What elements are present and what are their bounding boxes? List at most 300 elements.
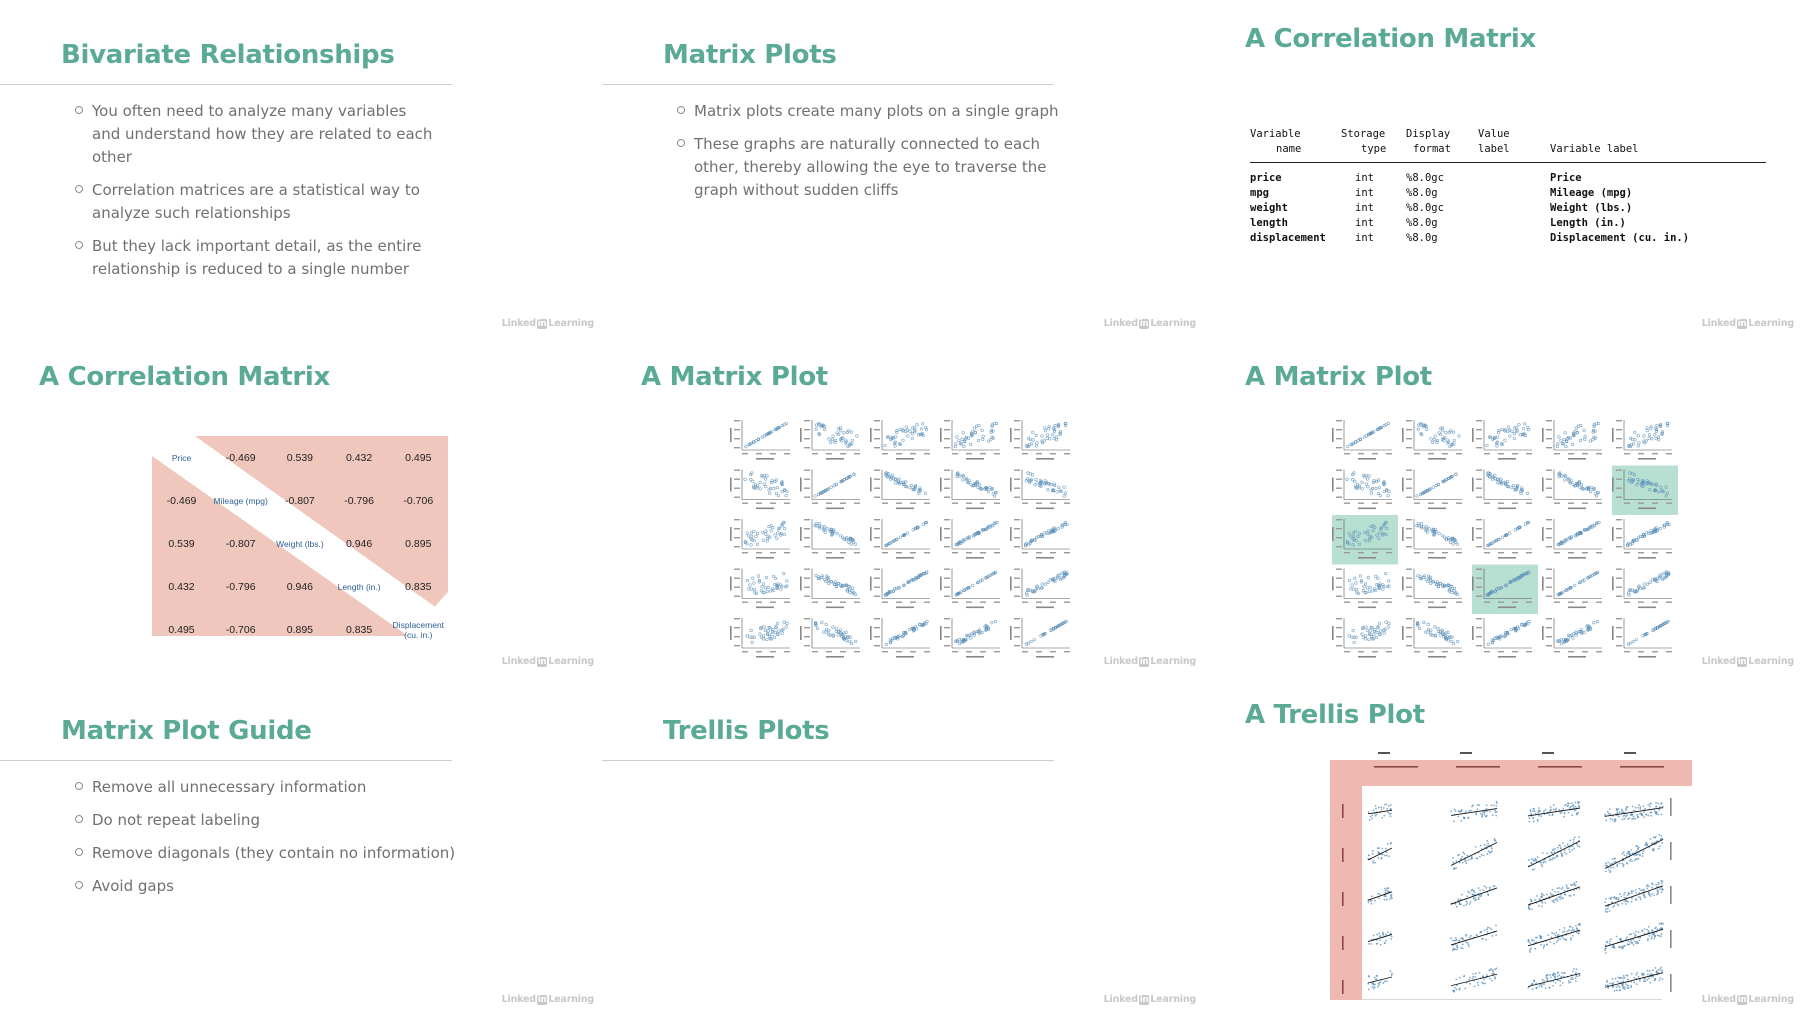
- panel-tick-label: [1616, 519, 1622, 520]
- matrix-variable-label: Displacement (cu. in.): [392, 619, 445, 640]
- table-cell-label: Weight (lbs.): [1550, 202, 1633, 214]
- data-point: [1494, 978, 1496, 980]
- data-point: [1653, 850, 1655, 852]
- matrix-correlation-value: 0.946: [286, 580, 314, 593]
- panel-axis-title: [1498, 557, 1516, 559]
- panel-tick-label: [1484, 552, 1490, 553]
- panel-tick-label: [966, 651, 972, 652]
- panel-tick-label: [1022, 552, 1028, 553]
- data-point: [1478, 804, 1480, 806]
- data-point: [1546, 977, 1548, 979]
- panel-tick-label: [840, 602, 846, 603]
- data-point: [1425, 428, 1428, 431]
- panel-tick-label: [1546, 569, 1552, 570]
- data-point: [1491, 851, 1493, 853]
- panel-axis-title: [940, 428, 942, 442]
- data-point: [1513, 437, 1516, 440]
- panel-tick-label: [944, 429, 950, 430]
- data-point: [1559, 898, 1561, 900]
- data-point: [1472, 978, 1474, 980]
- panel-tick-label: [1476, 596, 1482, 597]
- data-point: [1646, 979, 1648, 981]
- data-point: [1658, 980, 1660, 982]
- data-point: [1567, 843, 1569, 845]
- data-point: [1563, 816, 1565, 818]
- data-point: [1064, 492, 1067, 495]
- data-point: [1489, 852, 1491, 854]
- data-point: [1453, 949, 1455, 951]
- panel-tick-label: [734, 528, 740, 529]
- data-point: [1643, 435, 1646, 438]
- data-point: [1631, 818, 1633, 820]
- data-point: [854, 640, 857, 643]
- panel-tick-label: [980, 453, 986, 454]
- data-point: [1607, 811, 1609, 813]
- data-point: [992, 493, 995, 496]
- table-cell-type: int: [1355, 187, 1374, 199]
- slide-title: Matrix Plots: [663, 40, 837, 70]
- data-point: [1496, 802, 1498, 804]
- data-point: [1634, 818, 1636, 820]
- data-point: [1484, 844, 1486, 846]
- data-point: [1614, 858, 1616, 860]
- data-point: [1431, 441, 1434, 444]
- data-point: [1380, 944, 1382, 946]
- data-point: [744, 478, 747, 481]
- panel-tick-label: [1036, 552, 1042, 553]
- panel-axis-title: [1358, 508, 1376, 510]
- data-point: [856, 435, 859, 438]
- data-point: [1373, 810, 1375, 812]
- data-point: [1382, 982, 1384, 984]
- data-point: [1355, 588, 1358, 591]
- panel-tick-label: [1358, 602, 1364, 603]
- panel-axis-title: [870, 478, 872, 492]
- data-point: [1652, 629, 1655, 632]
- data-point: [1369, 819, 1371, 821]
- data-point: [1370, 492, 1373, 495]
- data-point: [1474, 976, 1476, 978]
- panel-tick-label: [874, 596, 880, 597]
- matrix-correlation-value: -0.706: [225, 623, 256, 636]
- data-point: [1605, 820, 1607, 822]
- panel-axis-title: [870, 527, 872, 541]
- bullet-circle-icon: [75, 881, 83, 889]
- data-point: [1565, 445, 1568, 448]
- data-point: [1378, 897, 1380, 899]
- data-point: [1554, 857, 1556, 859]
- panel-tick-label: [1484, 651, 1490, 652]
- panel-tick-label: [874, 537, 880, 538]
- panel-tick-label: [1014, 420, 1020, 421]
- data-point: [922, 523, 925, 526]
- data-point: [1050, 629, 1053, 632]
- data-point: [1557, 891, 1559, 893]
- panel-tick-label: [1036, 651, 1042, 652]
- data-point: [1494, 885, 1496, 887]
- data-point: [1625, 903, 1627, 905]
- data-point: [1648, 437, 1651, 440]
- data-point: [1568, 812, 1570, 814]
- data-point: [1576, 968, 1578, 970]
- data-point: [1654, 978, 1656, 980]
- panel-tick-label: [1666, 503, 1672, 504]
- data-point: [1650, 938, 1652, 940]
- data-point: [1486, 444, 1489, 447]
- data-point: [1657, 889, 1659, 891]
- panel-axis-title: [730, 428, 732, 442]
- panel-tick-label: [1050, 453, 1056, 454]
- data-point: [1541, 906, 1543, 908]
- panel-axis-title: [1332, 478, 1334, 492]
- data-point: [1366, 587, 1369, 590]
- panel-tick-label: [882, 651, 888, 652]
- data-point: [1493, 804, 1495, 806]
- data-point: [1537, 820, 1539, 822]
- scatter-panel: [1472, 420, 1532, 460]
- panel-tick-label: [734, 429, 740, 430]
- panel-tick-label: [952, 503, 958, 504]
- panel-axis-title: [756, 656, 774, 658]
- trellis-top-label: [1542, 752, 1554, 754]
- data-point: [1564, 972, 1566, 974]
- panel-tick-label: [756, 651, 762, 652]
- data-point: [1659, 888, 1661, 890]
- panel-axis-title: [1638, 508, 1656, 510]
- data-point: [1508, 532, 1511, 535]
- panel-tick-label: [874, 627, 880, 628]
- panel-tick-label: [1014, 596, 1020, 597]
- scatter-panel: [1612, 569, 1672, 609]
- panel-tick-label: [1336, 596, 1342, 597]
- data-point: [1611, 901, 1613, 903]
- data-point: [1377, 857, 1379, 859]
- data-point: [1460, 858, 1462, 860]
- panel-tick-label: [1014, 519, 1020, 520]
- data-point: [774, 577, 777, 580]
- panel-tick-label: [1582, 453, 1588, 454]
- data-point: [1552, 857, 1554, 859]
- data-point: [1387, 580, 1390, 583]
- data-point: [1656, 928, 1658, 930]
- data-point: [1486, 804, 1488, 806]
- data-point: [1637, 815, 1639, 817]
- scatter-panel: [870, 420, 930, 460]
- data-point: [1064, 523, 1067, 526]
- data-point: [1378, 486, 1381, 489]
- panel-tick-label: [784, 651, 790, 652]
- data-point: [1541, 894, 1543, 896]
- data-point: [785, 626, 788, 629]
- data-point: [1622, 988, 1624, 990]
- data-point: [1452, 857, 1454, 859]
- data-point: [1452, 862, 1454, 864]
- trellis-right-axis-label: [1670, 930, 1672, 948]
- slide-matrix-plot-guide[interactable]: [0, 676, 600, 1011]
- matrix-correlation-value: -0.469: [225, 451, 256, 464]
- data-point: [1486, 887, 1488, 889]
- panel-tick-label: [1456, 602, 1462, 603]
- data-point: [1577, 975, 1579, 977]
- data-point: [1484, 885, 1486, 887]
- panel-tick-label: [1476, 479, 1482, 480]
- data-point: [1635, 931, 1637, 933]
- data-point: [1387, 931, 1389, 933]
- data-point: [1631, 892, 1633, 894]
- data-point: [1622, 818, 1624, 820]
- panel-tick-label: [1498, 651, 1504, 652]
- data-point: [1531, 858, 1533, 860]
- panel-axis-title: [896, 557, 914, 559]
- data-point: [1466, 904, 1468, 906]
- panel-tick-label: [840, 651, 846, 652]
- data-point: [747, 535, 750, 538]
- data-point: [1660, 935, 1662, 937]
- data-point: [910, 484, 913, 487]
- data-point: [1036, 442, 1039, 445]
- data-point: [1523, 423, 1526, 426]
- header-variable-label: Variable label: [1550, 143, 1639, 155]
- panel-tick-label: [734, 645, 740, 646]
- data-point: [1458, 854, 1460, 856]
- data-point: [1627, 818, 1629, 820]
- linkedin-learning-logo: Linked in Learning: [1103, 656, 1196, 667]
- data-point: [1550, 937, 1552, 939]
- data-point: [1568, 982, 1570, 984]
- scatter-panel: [1332, 470, 1392, 510]
- data-point: [1656, 971, 1658, 973]
- table-cell-name: price: [1250, 172, 1282, 184]
- data-point: [1559, 845, 1561, 847]
- panel-tick-label: [1616, 429, 1622, 430]
- panel-tick-label: [1336, 618, 1342, 619]
- bullet-item: But they lack important detail, as the entire relationship is reduced to a single number: [76, 235, 436, 281]
- data-point: [1370, 943, 1372, 945]
- data-point: [1631, 897, 1633, 899]
- data-point: [1434, 626, 1437, 629]
- panel-axis-title: [1358, 607, 1376, 609]
- panel-tick-label: [1512, 453, 1518, 454]
- data-point: [1594, 493, 1597, 496]
- data-point: [1624, 892, 1626, 894]
- data-point: [1477, 982, 1479, 984]
- data-point: [1573, 848, 1575, 850]
- trellis-column-label: [1456, 766, 1500, 768]
- data-point: [1494, 839, 1496, 841]
- panel-tick-label: [944, 587, 950, 588]
- data-point: [1652, 969, 1654, 971]
- data-point: [1463, 817, 1465, 819]
- data-point: [916, 423, 919, 426]
- slide-matrix-plots[interactable]: [602, 0, 1202, 337]
- data-point: [1539, 935, 1541, 937]
- data-point: [1657, 935, 1659, 937]
- data-point: [1513, 432, 1516, 435]
- panel-tick-label: [1014, 627, 1020, 628]
- panel-tick-label: [826, 453, 832, 454]
- data-point: [1575, 980, 1577, 982]
- panel-axis-title: [896, 607, 914, 609]
- table-cell-type: int: [1355, 232, 1374, 244]
- data-point: [1636, 972, 1638, 974]
- panel-tick-label: [1406, 587, 1412, 588]
- data-point: [1533, 860, 1535, 862]
- panel-axis-title: [1638, 656, 1656, 658]
- data-point: [1642, 853, 1644, 855]
- data-point: [766, 638, 769, 641]
- data-point: [1551, 900, 1553, 902]
- data-point: [1622, 980, 1624, 982]
- data-point: [1562, 842, 1564, 844]
- data-point: [1495, 934, 1497, 936]
- data-point: [1628, 892, 1630, 894]
- data-point: [1561, 475, 1564, 478]
- data-point: [1614, 896, 1616, 898]
- panel-axis-title: [1472, 478, 1474, 492]
- data-point: [815, 428, 818, 431]
- data-point: [1571, 814, 1573, 816]
- panel-tick-label: [966, 602, 972, 603]
- data-point: [1661, 969, 1663, 971]
- data-point: [1617, 981, 1619, 983]
- panel-tick-label: [804, 528, 810, 529]
- panel-tick-label: [1476, 546, 1482, 547]
- panel-axis-title: [966, 607, 984, 609]
- scatter-panel: [800, 618, 860, 658]
- panel-tick-label: [1546, 645, 1552, 646]
- slide-bivariate-relationships[interactable]: [0, 0, 600, 337]
- data-point: [1606, 941, 1608, 943]
- data-point: [1642, 889, 1644, 891]
- data-point: [1467, 855, 1469, 857]
- scatter-panel: [730, 420, 790, 460]
- data-point: [1452, 431, 1455, 434]
- data-point: [1635, 889, 1637, 891]
- data-point: [1423, 621, 1426, 624]
- data-point: [994, 620, 997, 623]
- panel-tick-label: [1406, 569, 1412, 570]
- data-point: [1636, 983, 1638, 985]
- data-point: [1456, 945, 1458, 947]
- data-point: [1477, 984, 1479, 986]
- panel-tick-label: [980, 602, 986, 603]
- data-point: [1661, 813, 1663, 815]
- data-point: [1375, 487, 1378, 490]
- panel-tick-label: [1546, 470, 1552, 471]
- data-point: [1639, 940, 1641, 942]
- slide-trellis-plots[interactable]: [602, 676, 1202, 1011]
- data-point: [1496, 436, 1499, 439]
- data-point: [1563, 438, 1566, 441]
- data-point: [1495, 805, 1497, 807]
- data-point: [1553, 804, 1555, 806]
- panel-tick-label: [1014, 447, 1020, 448]
- data-point: [1654, 935, 1656, 937]
- data-point: [1654, 980, 1656, 982]
- data-point: [1650, 895, 1652, 897]
- data-point: [1655, 926, 1657, 928]
- data-point: [1369, 630, 1372, 633]
- bullet-item: You often need to analyze many variables and understand how they are related to each other: [76, 100, 436, 169]
- data-point: [1619, 811, 1621, 813]
- data-point: [1661, 933, 1663, 935]
- panel-axis-title: [1568, 607, 1586, 609]
- data-point: [750, 544, 753, 547]
- panel-tick-label: [1616, 537, 1622, 538]
- bullet-item: Do not repeat labeling: [76, 809, 476, 832]
- data-point: [1607, 908, 1609, 910]
- panel-axis-title: [1402, 478, 1404, 492]
- data-point: [1063, 495, 1066, 498]
- data-point: [1496, 801, 1498, 803]
- data-point: [921, 423, 924, 426]
- data-point: [1377, 847, 1379, 849]
- data-point: [1646, 426, 1649, 429]
- panel-axis-title: [896, 508, 914, 510]
- data-point: [1610, 818, 1612, 820]
- data-point: [1589, 440, 1592, 443]
- data-point: [1494, 809, 1496, 811]
- data-point: [1556, 900, 1558, 902]
- data-point: [767, 630, 770, 633]
- panel-tick-label: [1512, 651, 1518, 652]
- trellis-row-strip: [1330, 760, 1362, 1000]
- panel-tick-label: [734, 546, 740, 547]
- data-point: [753, 582, 756, 585]
- panel-tick-label: [1554, 552, 1560, 553]
- data-point: [1427, 623, 1430, 626]
- data-point: [1640, 898, 1642, 900]
- panel-tick-label: [874, 578, 880, 579]
- slide-title: Matrix Plot Guide: [61, 716, 312, 746]
- data-point: [1648, 930, 1650, 932]
- panel-axis-title: [1542, 428, 1544, 442]
- data-point: [1658, 969, 1660, 971]
- data-point: [1633, 431, 1636, 434]
- data-point: [1379, 630, 1382, 633]
- panel-tick-label: [1036, 453, 1042, 454]
- data-point: [1652, 884, 1654, 886]
- panel-tick-label: [1386, 503, 1392, 504]
- data-point: [1453, 820, 1455, 822]
- data-point: [1650, 838, 1652, 840]
- slide-title: A Matrix Plot: [641, 362, 828, 392]
- data-point: [1439, 427, 1442, 430]
- data-point: [1564, 432, 1567, 435]
- data-point: [1630, 933, 1632, 935]
- panel-tick-label: [1442, 503, 1448, 504]
- panel-tick-label: [944, 596, 950, 597]
- panel-tick-label: [1546, 438, 1552, 439]
- trellis-top-label: [1460, 752, 1472, 754]
- data-point: [1388, 622, 1391, 625]
- panel-tick-label: [1616, 470, 1622, 471]
- panel-axis-title: [1498, 508, 1516, 510]
- panel-tick-label: [1064, 552, 1070, 553]
- panel-tick-label: [1336, 438, 1342, 439]
- data-point: [1654, 932, 1656, 934]
- data-point: [1575, 427, 1578, 430]
- panel-tick-label: [1358, 503, 1364, 504]
- data-point: [1391, 974, 1393, 976]
- panel-tick-label: [1344, 651, 1350, 652]
- panel-axis-title: [1358, 557, 1376, 559]
- data-point: [1652, 976, 1654, 978]
- data-point: [851, 587, 854, 590]
- data-point: [1486, 974, 1488, 976]
- data-point: [1429, 582, 1432, 585]
- data-point: [1623, 897, 1625, 899]
